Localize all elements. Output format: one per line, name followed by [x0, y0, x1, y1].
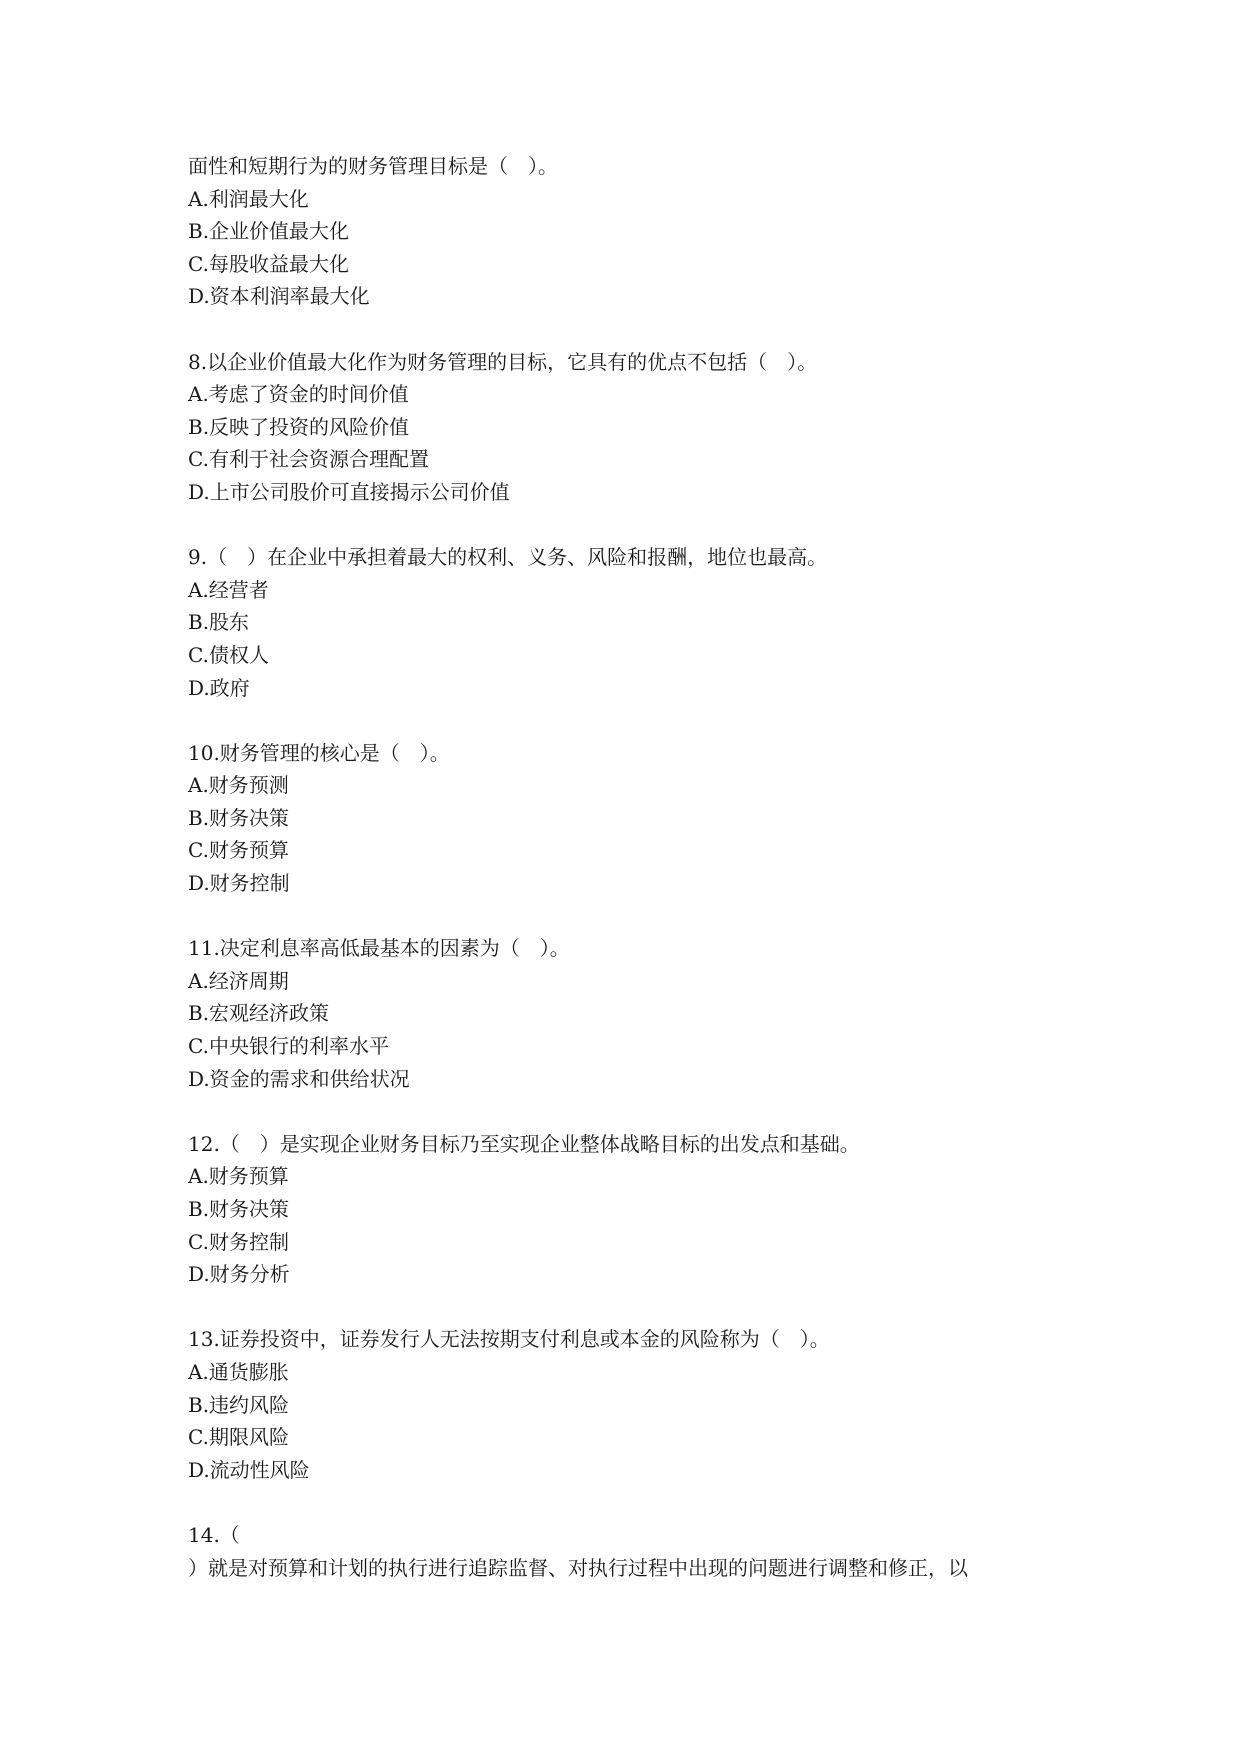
spacer	[188, 313, 1068, 346]
question-stem: 13.证券投资中，证券发行人无法按期支付利息或本金的风险称为（ ）。	[188, 1327, 830, 1352]
option-d: D.财务分析	[188, 1262, 290, 1287]
question-stem: 面性和短期行为的财务管理目标是（ ）。	[188, 154, 558, 178]
option-c: C.有利于社会资源合理配置	[188, 447, 429, 472]
spacer	[188, 1291, 1068, 1324]
spacer	[188, 704, 1068, 737]
question-stem: 14.（	[188, 1522, 240, 1547]
option-a: A.通货膨胀	[188, 1359, 289, 1384]
spacer	[188, 1486, 1068, 1519]
question-stem: 10.财务管理的核心是（ ）。	[188, 740, 450, 765]
spacer	[188, 509, 1068, 542]
option-c: C.债权人	[188, 642, 269, 667]
option-c: C.每股收益最大化	[188, 251, 349, 276]
option-a: A.利润最大化	[188, 186, 309, 211]
option-c: C.财务预算	[188, 838, 289, 863]
option-a: A.考虑了资金的时间价值	[188, 382, 409, 407]
question-block-8	[188, 346, 1068, 509]
question-stem: 11.决定利息率高低最基本的因素为（ ）。	[188, 936, 570, 961]
option-d: D.财务控制	[188, 871, 290, 896]
option-b: B.财务决策	[188, 1197, 290, 1221]
question-block-12	[188, 1128, 1068, 1291]
question-block-intro	[188, 150, 1068, 313]
option-b: B.反映了投资的风险价值	[188, 414, 410, 439]
option-b: B.企业价值最大化	[188, 219, 350, 244]
question-stem: 9.（ ）在企业中承担着最大的权利、义务、风险和报酬，地位也最高。	[188, 545, 828, 570]
spacer	[188, 1095, 1068, 1128]
option-b: B.股东	[188, 610, 250, 635]
question-block-9	[188, 541, 1068, 704]
question-block-10	[188, 737, 1068, 900]
option-a: A.经营者	[188, 577, 269, 602]
option-a: A.财务预测	[188, 773, 289, 798]
question-block-14	[188, 1519, 1068, 1584]
option-d: D.流动性风险	[188, 1457, 310, 1482]
question-stem: 12.（ ）是实现企业财务目标乃至实现企业整体战略目标的出发点和基础。	[188, 1131, 860, 1156]
question-block-13	[188, 1323, 1068, 1486]
option-c: C.期限风险	[188, 1425, 289, 1450]
option-a: A.经济周期	[188, 968, 289, 993]
option-c: C.中央银行的利率水平	[188, 1034, 389, 1059]
option-c: C.财务控制	[188, 1229, 289, 1254]
option-b: B.宏观经济政策	[188, 1001, 330, 1026]
spacer	[188, 900, 1068, 933]
document-page	[188, 150, 1068, 1584]
question-block-11	[188, 932, 1068, 1095]
question-stem: 8.以企业价值最大化作为财务管理的目标，它具有的优点不包括（ ）。	[188, 349, 818, 374]
option-d: D.资本利润率最大化	[188, 284, 370, 309]
option-b: B.违约风险	[188, 1392, 290, 1417]
option-b: B.财务决策	[188, 805, 290, 830]
option-d: D.政府	[188, 675, 250, 700]
option-d: D.上市公司股价可直接揭示公司价值	[188, 479, 510, 504]
option-a: A.财务预算	[188, 1164, 289, 1189]
question-stem-continued: ）就是对预算和计划的执行进行追踪监督、对执行过程中出现的问题进行调整和修正，以	[188, 1555, 968, 1580]
option-d: D.资金的需求和供给状况	[188, 1066, 410, 1091]
